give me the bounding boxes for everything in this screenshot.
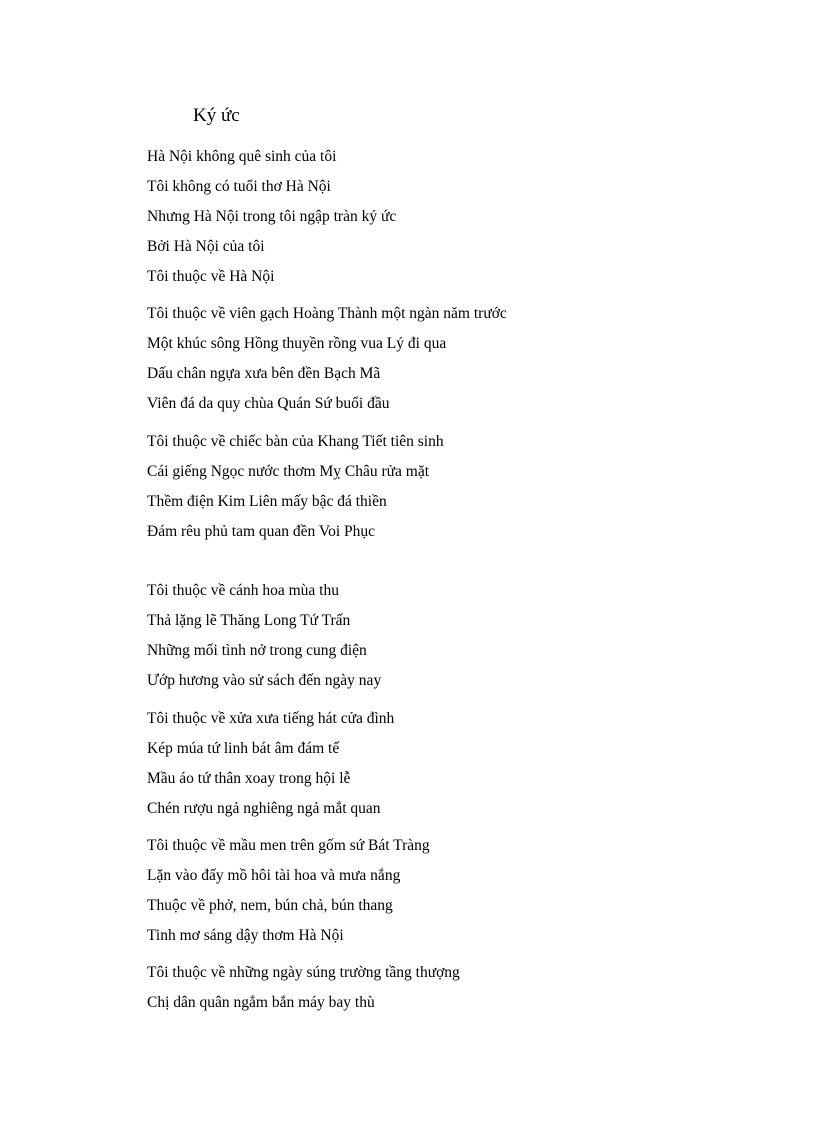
poem-title: Ký ức xyxy=(193,105,240,126)
poem-line: Đám rêu phủ tam quan đền Voi Phục xyxy=(147,523,376,540)
poem-line: Thả lặng lẽ Thăng Long Tứ Trấn xyxy=(147,612,351,629)
poem-line: Ướp hương vào sử sách đến ngày nay xyxy=(147,672,382,689)
poem-line: Thuộc về phở, nem, bún chả, bún thang xyxy=(147,897,393,914)
poem-line: Kép múa tứ linh bát âm đám tế xyxy=(147,740,340,757)
poem-line: Tôi thuộc về xửa xưa tiếng hát cửa đình xyxy=(147,710,395,727)
poem-line: Cái giếng Ngọc nước thơm Mỵ Châu rửa mặt xyxy=(147,463,430,480)
poem-line: Chị dân quân ngắm bắn máy bay thù xyxy=(147,994,375,1011)
poem-line: Mầu áo tứ thân xoay trong hội lễ xyxy=(147,770,351,787)
poem-line: Tôi thuộc về chiếc bàn của Khang Tiết tiên sinh xyxy=(147,433,444,450)
poem-line: Hà Nội không quê sinh của tôi xyxy=(147,148,337,165)
poem-line: Chén rượu ngả nghiêng ngả mắt quan xyxy=(147,800,381,817)
poem-line: Dấu chân ngựa xưa bên đền Bạch Mã xyxy=(147,365,381,382)
poem-line: Tôi thuộc về mầu men trên gốm sứ Bát Tràng xyxy=(147,837,430,854)
poem-line: Tôi thuộc về Hà Nội xyxy=(147,268,275,285)
poem-line: Thềm điện Kim Liên mấy bậc đá thiền xyxy=(147,493,387,510)
poem-line: Lặn vào đấy mồ hôi tài hoa và mưa nắng xyxy=(147,867,401,884)
poem-line: Tôi thuộc về những ngày súng trường tầng thượng xyxy=(147,964,460,981)
poem-line: Nhưng Hà Nội trong tôi ngập tràn ký ức xyxy=(147,208,397,225)
poem-line: Bởi Hà Nội của tôi xyxy=(147,238,265,255)
poem-line: Những mối tình nở trong cung điện xyxy=(147,642,367,659)
poem-line: Tôi thuộc về cánh hoa mùa thu xyxy=(147,582,339,599)
poem-line: Một khúc sông Hồng thuyền rồng vua Lý đi qua xyxy=(147,335,447,352)
poem-line: Tôi không có tuổi thơ Hà Nội xyxy=(147,178,331,195)
poem-line: Tôi thuộc về viên gạch Hoàng Thành một ngàn năm trước xyxy=(147,305,507,322)
poem-line: Viên đá da quy chùa Quán Sứ buổi đầu xyxy=(147,395,390,412)
poem-line: Tinh mơ sáng dậy thơm Hà Nội xyxy=(147,927,344,944)
